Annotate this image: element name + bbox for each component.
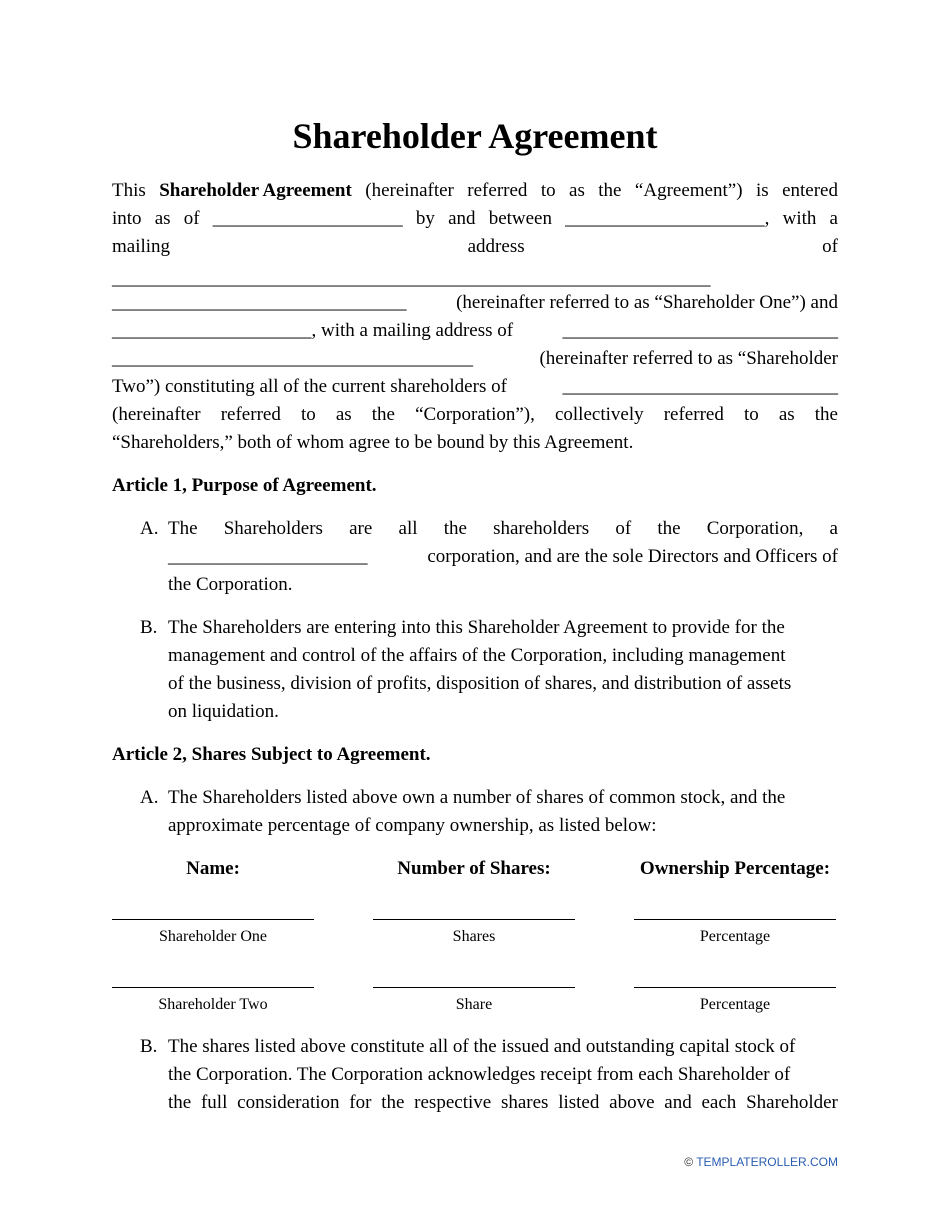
intro-line-10: “Shareholders,” both of whom agree to be bound by this Agreement. <box>112 432 634 453</box>
article-2-item-b-line-3: the full consideration for the respective shares listed above and each Shareholder <box>168 1092 838 1113</box>
date-blank[interactable]: ____________________ <box>212 208 403 229</box>
shareholder-two-label: Shareholder Two <box>158 996 268 1013</box>
percentage-label-2: Percentage <box>699 996 771 1013</box>
article-2-item-a-line-2: approximate percentage of company ownership, as listed below: <box>168 815 657 836</box>
shareholder-one-address-blank-2[interactable]: _______________________________ <box>112 292 407 313</box>
article-1-item-a-marker: A. <box>140 518 159 539</box>
shareholder-one-percentage-line[interactable] <box>634 919 836 920</box>
table-header-percentage: Ownership Percentage: <box>639 858 831 879</box>
article-2-item-b-marker: B. <box>140 1036 158 1057</box>
article-2-item-b-line-1: The shares listed above constitute all of the issued and outstanding capital stock of <box>168 1036 796 1057</box>
intro-line-5: _______________________________ (hereinafter referred to as “Shareholder One”) and <box>112 289 838 317</box>
table-header-name: Name: <box>186 858 240 879</box>
shareholder-two-address-blank-2[interactable]: ______________________________________ <box>112 348 473 369</box>
shareholder-one-label: Shareholder One <box>159 928 267 945</box>
article-1-item-b-line-4: on liquidation. <box>168 701 279 722</box>
article-2-item-a-line-1: The Shareholders listed above own a number of shares of common stock, and the <box>168 787 786 808</box>
intro-line-3: mailing address of <box>112 236 838 257</box>
article-1-item-b-line-3: of the business, division of profits, disposition of shares, and distribution of assets <box>168 673 792 694</box>
intro-line-8: Two”) constituting all of the current shareholders of _____________________________ <box>112 373 838 401</box>
article-1-item-b-line-1: The Shareholders are entering into this Shareholder Agreement to provide for the <box>168 617 785 638</box>
shareholder-one-name-line[interactable] <box>112 919 314 920</box>
percentage-label-1: Percentage <box>699 928 771 945</box>
shareholder-two-shares-line[interactable] <box>373 987 575 988</box>
document-title: Shareholder Agreement <box>292 116 658 156</box>
article-1-item-a-line-1: The Shareholders are all the shareholders of the Corporation, a <box>168 518 838 539</box>
article-1-heading: Article 1, Purpose of Agreement. <box>112 475 377 496</box>
shareholder-one-shares-line[interactable] <box>373 919 575 920</box>
intro-line-1: This Shareholder Agreement (hereinafter referred to as the “Agreement”) is entered <box>112 177 838 205</box>
article-1-item-a-line-2: _____________________ corporation, and are the sole Directors and Officers of <box>168 543 838 571</box>
shares-label-2: Share <box>455 996 493 1013</box>
state-blank[interactable]: _____________________ <box>168 546 368 567</box>
shareholder-one-name-blank[interactable]: _____________________, <box>565 208 770 229</box>
article-2-item-a-marker: A. <box>140 787 159 808</box>
table-header-shares: Number of Shares: <box>397 858 551 879</box>
shareholder-two-address-blank-1[interactable]: _____________________________ <box>562 320 838 341</box>
intro-line-7: ______________________________________ (hereinafter referred to as “Shareholder <box>112 345 838 373</box>
shareholder-two-name-line[interactable] <box>112 987 314 988</box>
intro-line-9: (hereinafter referred to as the “Corporation”), collectively referred to as the <box>112 404 838 425</box>
shares-label-1: Shares <box>452 928 496 945</box>
shareholder-one-address-blank-1[interactable]: _______________________________________________________________ <box>112 268 711 289</box>
copyright-symbol: © <box>684 1155 694 1169</box>
intro-line-6: _____________________, with a mailing address of _____________________________ <box>112 317 838 345</box>
shareholder-two-percentage-line[interactable] <box>634 987 836 988</box>
article-1-item-a-line-3: the Corporation. <box>168 574 293 595</box>
article-1-item-b-line-2: management and control of the affairs of the Corporation, including management <box>168 645 786 666</box>
article-2-item-b-line-2: the Corporation. The Corporation acknowledges receipt from each Shareholder of <box>168 1064 791 1085</box>
article-2-heading: Article 2, Shares Subject to Agreement. <box>112 744 431 765</box>
intro-line-2: into as of ____________________ by and between _____________________, with a <box>112 205 838 233</box>
bold-title-ref: Shareholder Agreement <box>159 180 352 201</box>
article-1-item-b-marker: B. <box>140 617 158 638</box>
footer-brand[interactable] <box>684 1154 838 1170</box>
corporation-name-blank[interactable]: _____________________________ <box>562 376 838 397</box>
brand-link[interactable]: TEMPLATEROLLER.COM <box>696 1155 838 1169</box>
